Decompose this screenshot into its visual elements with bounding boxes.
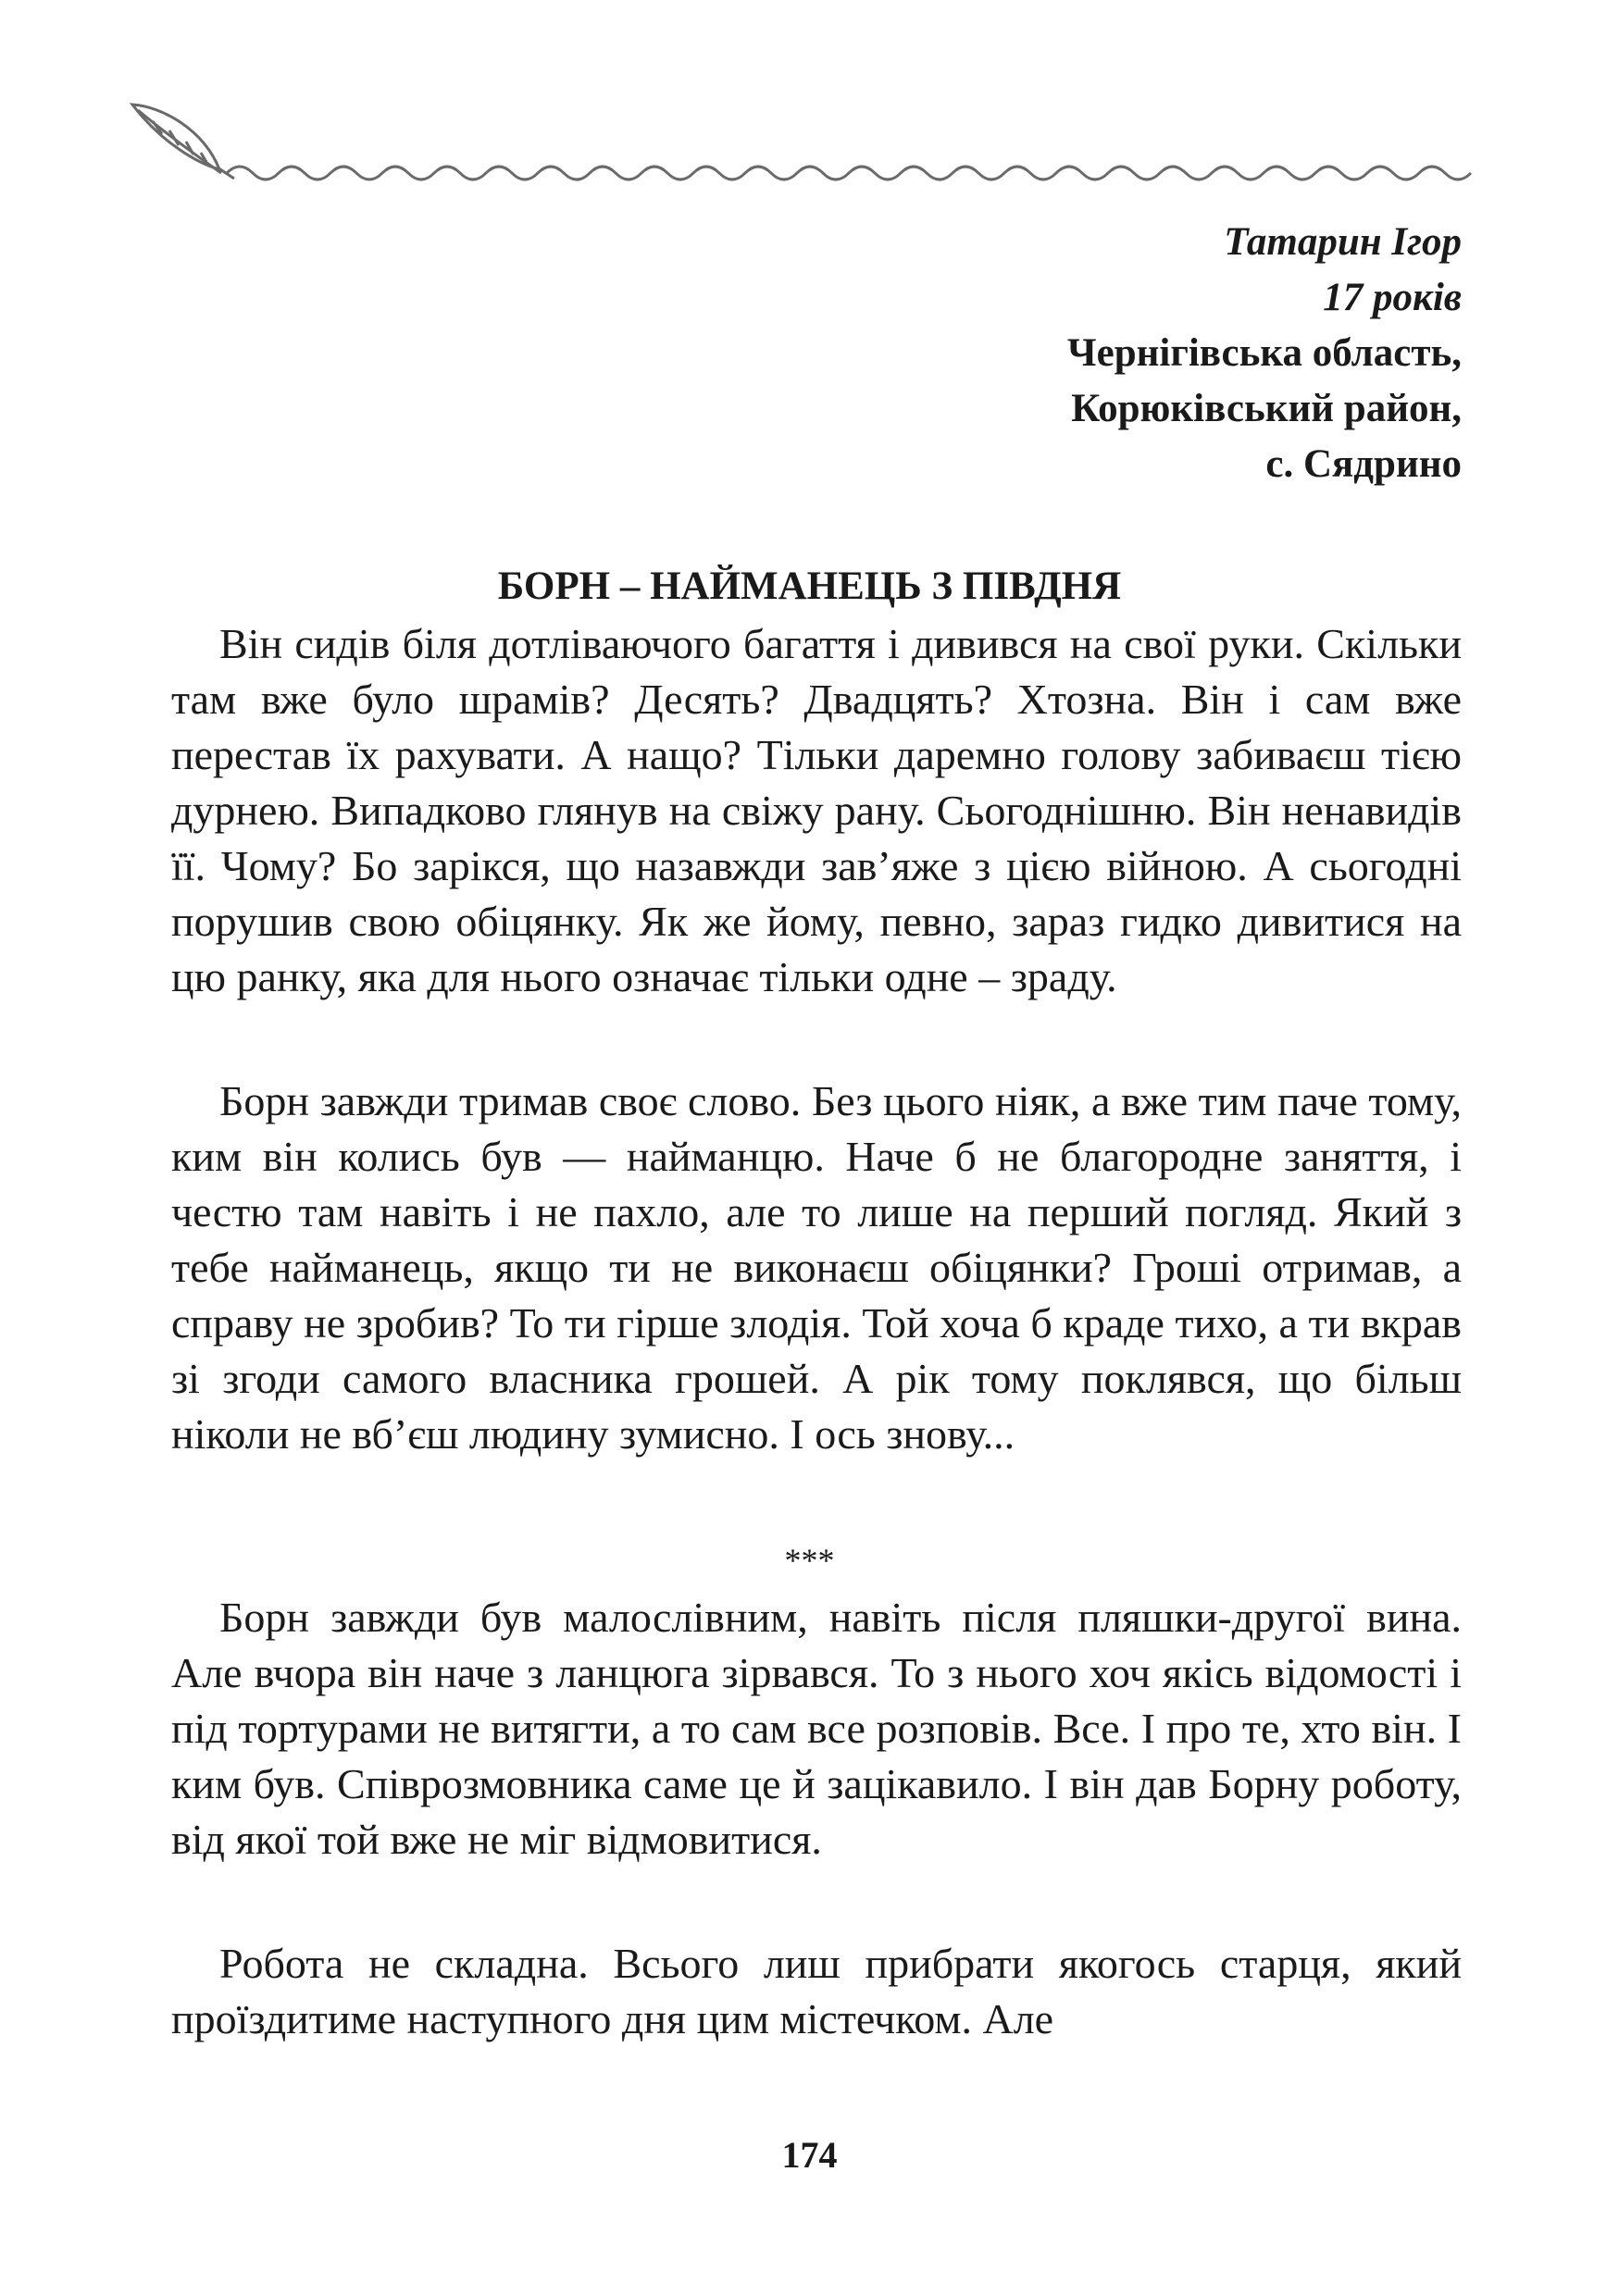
author-district: Корюківський район, xyxy=(1071,387,1462,430)
page-number: 174 xyxy=(781,2134,838,2176)
story-title: БОРН – НАЙМАНЕЦЬ З ПІВДНЯ xyxy=(497,565,1122,608)
story-paragraph-3: Борн завжди був малослівним, навіть після пляшки-другої вина. Але вчора він наче з ланцюга зірвався. То з нього хоч якісь відомості і під тортурами не витягти, а то сам все розповів. Все. І про те, хто він. І ким був. Співрозмовника саме це й зацікавило. І він дав Борну роботу, від якої той вже не міг відмовитися. xyxy=(171,1594,1462,1863)
story-paragraph-2: Борн завжди тримав своє слово. Без цього ніяк, а вже тим паче тому, ким він колись був — найманцю. Наче б не благородне заняття, і честю там навіть і не пахло, але то лише на перший погляд. Який з тебе найманець, якщо ти не виконаєш обіцянки? Гроші отримав, а справу не зробив? То ти гірше злодія. Той хоча б краде тихо, а ти вкрав зі згоди самого власника грошей. А рік тому поклявся, що більш ніколи не вб’єш людину зумисно. І ось знову... xyxy=(171,1077,1462,1458)
author-age: 17 років xyxy=(1323,276,1462,319)
author-info xyxy=(1067,215,1462,492)
story-paragraph-1: Він сидів біля дотліваючого багаття і дивився на свої руки. Скільки там вже було шрамів? Десять? Двадцять? Хтозна. Він і сам вже перестав їх рахувати. А нащо? Тільки даремно голову забиваєш тією дурнею. Випадково глянув на свіжу рану. Сьогоднішню. Він ненавидів її. Чому? Бо зарікся, що назавжди зав’яже з цією війною. А сьогодні порушив свою обіцянку. Як же йому, певно, зараз гидко дивитися на цю ранку, яка для нього означає тільки одне – зраду. xyxy=(171,620,1462,1000)
feather-pen-icon xyxy=(125,97,1476,199)
author-region: Чернігівська область, xyxy=(1067,331,1462,375)
author-village: с. Сядрино xyxy=(1265,442,1462,486)
section-separator: *** xyxy=(784,1542,835,1579)
story-paragraph-4: Робота не складна. Всього лиш прибрати якогось старця, який проїздитиме наступного дня цим містечком. Але xyxy=(171,1940,1462,2042)
author-name: Татарин Ігор xyxy=(1224,220,1462,264)
